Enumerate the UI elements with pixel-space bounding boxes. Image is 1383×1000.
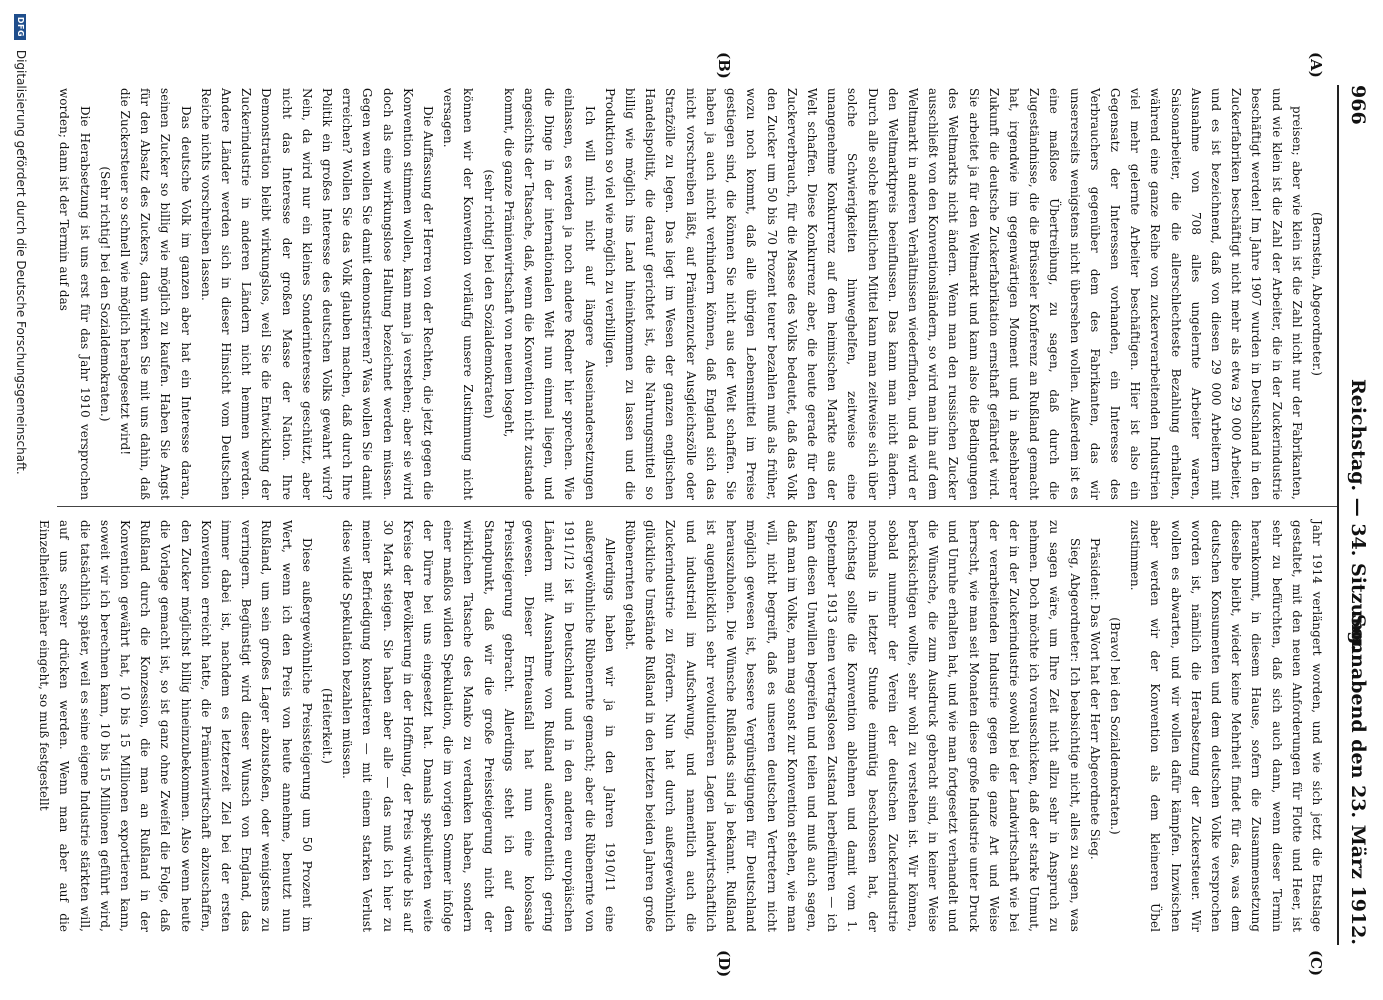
interjection: (Heiterkeit.) bbox=[320, 688, 335, 764]
footer-text: Digitalisierung gefördert durch die Deutsche Forschungsgemeinschaft. bbox=[14, 49, 28, 475]
paragraph: Jahr 1914 verlängert worden, und wie sich jetzt die Etatslage gestaltet, mit den neuen Anforderungen für Flotte und Heer, ist sehr zu befürchten, daß sich auch dann, wenn dieser Termin herankommt, in diesem Hause, sofern die Zusammensetzung dieselbe bleibt, wieder keine Mehrheit findet für das, was dem deutschen Konsumenten und dem deutschen Volke versprochen worden ist, nämlich die Herabsetzung der Zuckersteuer. Wir wollen es abwarten, und wir wollen dafür kämpfen. Inzwischen aber werden wir der Konvention als dem kleineren Übel zustimmen. bbox=[1128, 520, 1324, 932]
page-header bbox=[1335, 85, 1369, 945]
margin-mark-a: (A) bbox=[1307, 52, 1325, 78]
page-number: 966 bbox=[1347, 85, 1369, 125]
left-column bbox=[57, 88, 1327, 500]
header-rule bbox=[1337, 85, 1339, 945]
interjection: (Sehr richtig! bei den Sozialdemokraten.) bbox=[97, 166, 112, 422]
paragraph: Diese außergewöhnliche Preissteigerung um 50 Prozent im Wert, wenn ich den Preis von heute annehme, benutzt nun Rußland, um sein großes Lager abzustoßen, oder wenigstens zu verringern. Begünstigt wird dieser Wunsch von England, das immer dabei ist, nachdem es letzterzeit Ziel bei der ersten Konvention erreicht hatte, die Prämienwirtschaft abzuschaffen, den Zucker möglichst billig hineinzubekommen. Also wenn heute die Vorlage gemacht ist, so ist ganz ohne Zweifel die Folge, daß Rußland durch die Konzession, die man an Rußland in der Konvention gewährt hat, 10 bis 15 Millionen exportieren kann, soweit wir ich berechnen kann, 10 bis 15 Millionen geführt wird, die tatsächlich später, weil es seine eigene Industrie stärkten will, auf uns schwer drücken werden. Wenn man aber auf die Einzelheiten näher eingeht, so muß festgestellt bbox=[37, 520, 314, 932]
footer bbox=[4, 14, 28, 974]
margin-mark-d: (D) bbox=[715, 950, 733, 978]
column-divider bbox=[57, 506, 1337, 507]
paragraph: Sieg, Abgeordneter: Ich beabsichtige nicht, alles zu sagen, was zu sagen wäre, um Ihre Zeit nicht allzu sehr in Anspruch zu nehmen. Doch möchte ich vorausschicken, daß der starke Unmut, der in der Zuckerindustrie sowohl bei der Landwirtschaft wie bei der verarbeitenden Industrie gegen die ganze Art und Weise herrscht, wie man seit Monaten diese große Industrie unter Druck und Unruhe erhalten hat, und wie man fortgesetzt verhandelt und die Wünsche, die zum Ausdruck gebracht sind, in keiner Weise berücksichtigen wollte, sehr wohl zu verstehen ist. Wir können, sobald nunmehr der Verein der deutschen Zuckerindustrie nochmals in letzter Stunde einmütig beschlossen hat, der Reichstag sollte die Konvention ablehnen und damit vom 1. September 1913 einen vertragslosen Zustand herbeiführen — ich kann diesen Unwillen begreifen und teilen und muß auch sagen, daß man im Volke, man mag sonst zur Konvention stehen, wie man will, nicht begreift, daß es unseren deutschen Vertretern nicht möglich gewesen ist, bessere Vergünstigungen für Deutschland herauszuholen. Die Wünsche Rußlands sind ja bekannt. Rußland ist augenblicklich sehr revolutionären Lagen landwirtschaftlich und industriell im Aufschwung, und namentlich auch die Zuckerindustrie zu fördern. Nun hat durch außergewöhnlich glückliche Umstände Rußland in den letzten beiden Jahren große Rübenernten gehabt. bbox=[623, 520, 1082, 932]
right-column bbox=[37, 520, 1327, 932]
paragraph: können wir der Konvention vorläufig unsere Zustimmung nicht versagen. bbox=[441, 88, 476, 500]
interjection: (Bravo! bei den Sozialdemokraten.) bbox=[1107, 617, 1122, 835]
speaker-line: (Bernstein, Abgeordneter.) bbox=[1310, 212, 1324, 376]
interjection: (sehr richtig! bei den Sozialdemokraten) bbox=[481, 169, 496, 419]
margin-mark-b: (B) bbox=[715, 52, 733, 79]
paragraph: preisen; aber wie klein ist die Zahl nicht nur der Fabrikanten, und wie klein ist die Zahl der Arbeiter, die in der Zuckerindustrie beschäftigt werden! Im Jahre 1907 wurden in Deutschland in den Zuckerfabriken beschäftigt nicht mehr als etwa 29 000 Arbeiter, und es ist bezeichnend, daß von diesen 29 000 Arbeitern mit Ausnahme von 708 alles ungelernte Arbeiter waren, Saisonarbeiter, die die allerschlechteste Bezahlung erhalten, während eine ganze Reihe von zuckerverarbeitenden Industrien viel mehr gelernte Arbeiter beschäftigen. Hier ist also ein Gegensatz der Interessen vorhanden, ein Interesse des Verbrauchers gegenüber dem des Fabrikanten, das wir unsererseits wenigstens nicht übersehen wollen. Außerdem ist es eine maßlose Übertreibung, zu sagen, daß durch die Zugeständnisse, die die Brüsseler Konferenz an Rußland gemacht hat, irgendwie im gegenwärtigen Moment und in absehbarer Zukunft die deutsche Zuckerfabrikation ernsthaft gefährdet wird. Sie arbeitet ja für den Weltmarkt und kann also die Bedingungen des Weltmarkts nicht ändern. Wenn man den russischen Zucker ausschließt von den Konventionsländern, so wird man ihn auf dem Weltmarkt in anderen Verhältnissen wiederfinden, und da wird er den Weltmarktpreis beeinflussen. Das kann man nicht ändern. Durch alle solche künstlichen Mittel kann man zeitweise sich über solche Schwierigkeiten hinweghelfen, zeitweise eine unangenehme Konkurrenz auf dem heimischen Markte aus der Welt schaffen. Diese Konkurrenz aber, die heute gerade für den Zuckerverbrauch, für die Masse des Volks bedeutet, daß das Volk den Zucker um 50 bis 70 Prozent teurer bezahlen muß als früher, wozu noch kommt, daß alle übrigen Lebensmittel im Preise gestiegen sind, die können Sie nicht aus der Welt schaffen. Sie haben ja auch nicht verhindern können, daß England sich das nicht vorschreiben läßt, auf Prämienzucker Ausgleichszölle oder Strafzölle zu legen. Das liegt im Wesen der ganzen englischen Handelspolitik, die darauf gerichtet ist, die Nahrungsmittel so billig wie möglich ins Land hineinkommen zu lassen und die Produktion so viel wie möglich zu verbilligen. bbox=[602, 88, 1304, 500]
margin-mark-c: (C) bbox=[1307, 950, 1325, 977]
paragraph: Ich will mich nicht auf längere Auseinandersetzungen einlassen, es werden ja noch andere Redner hier sprechen. Wie die Dinge in der internationalen Welt nun einmal liegen, und angesichts der Tatsache, daß, wenn die Konvention nicht zustande kommt, die ganze Prämienwirtschaft von neuem losgeht, bbox=[501, 88, 597, 500]
paragraph: Die Auffassung der Herren von der Rechten, die jetzt gegen die Konvention stimmen wollen, kann man ja verstehen; aber sie wird doch als eine wirkungslose Haltung bezeichnet werden müssen. Gegen wen wollen Sie damit demonstrieren? Was wollen Sie damit erreichen? Wollen Sie das Volk glauben machen, daß durch Ihre Politik ein großes Interesse des deutschen Volks gewahrt wird? Nein, da wird nur ein kleines Sonderinteresse geschützt, aber nicht das Interesse der großen Masse der Nation. Ihre Demonstration bleibt wirkungslos, weil Sie die Entwicklung der Zuckerindustrie in anderen Ländern nicht hemmen werden. Andere Länder werden sich in dieser Hinsicht vom Deutschen Reiche nichts vorschreiben lassen. bbox=[198, 88, 436, 500]
paragraph: Die Herabsetzung ist uns erst für das Jahr 1910 versprochen worden; dann ist der Termin auf das bbox=[57, 88, 92, 500]
page-title: Reichstag. — 34. Sitzung. bbox=[1347, 378, 1369, 652]
paragraph: Allerdings haben wir ja in den Jahren 1910/11 eine außergewöhnliche Rübenernte gemacht; aber die Rübenernte von 1911/12 ist in Deutschland und in den anderen europäischen Ländern mit Ausnahme von Rußland außerordentlich gering gewesen. Dieser Ernteausfall hat nun eine kolossale Preissteigerung gebracht. Allerdings steht ich auf dem Standpunkt, daß wir die große Preissteigerung nicht der wirklichen Tatsache des Manko zu verdanken haben, sondern einer maßlos wilden Spekulation, die im vorigen Sommer infolge der Dürre bei uns eingesetzt hat. Damals spekulierten weite Kreise der Bevölkerung in der Hoffnung, der Preis würde bis auf 30 Mark steigen. Sie haben aber alle — das muß ich hier zu meiner Befriedigung konstatieren — mit einem starken Verlust diese wilde Spekulation bezahlen müssen. bbox=[340, 520, 617, 932]
paragraph: Das deutsche Volk im ganzen aber hat ein Interesse daran, seinen Zucker so billig wie möglich zu kaufen. Haben Sie Angst für den Absatz des Zuckers, dann wirken Sie mit uns dahin, daß die Zuckersteuer so schnell wie möglich herabgesetzt wird! bbox=[118, 88, 193, 500]
page-date: Sonnabend den 23. März 1912. bbox=[1347, 613, 1369, 945]
paragraph: Präsident: Das Wort hat der Herr Abgeordnete Sieg. bbox=[1087, 538, 1102, 860]
dfg-logo: DFG bbox=[15, 14, 27, 40]
